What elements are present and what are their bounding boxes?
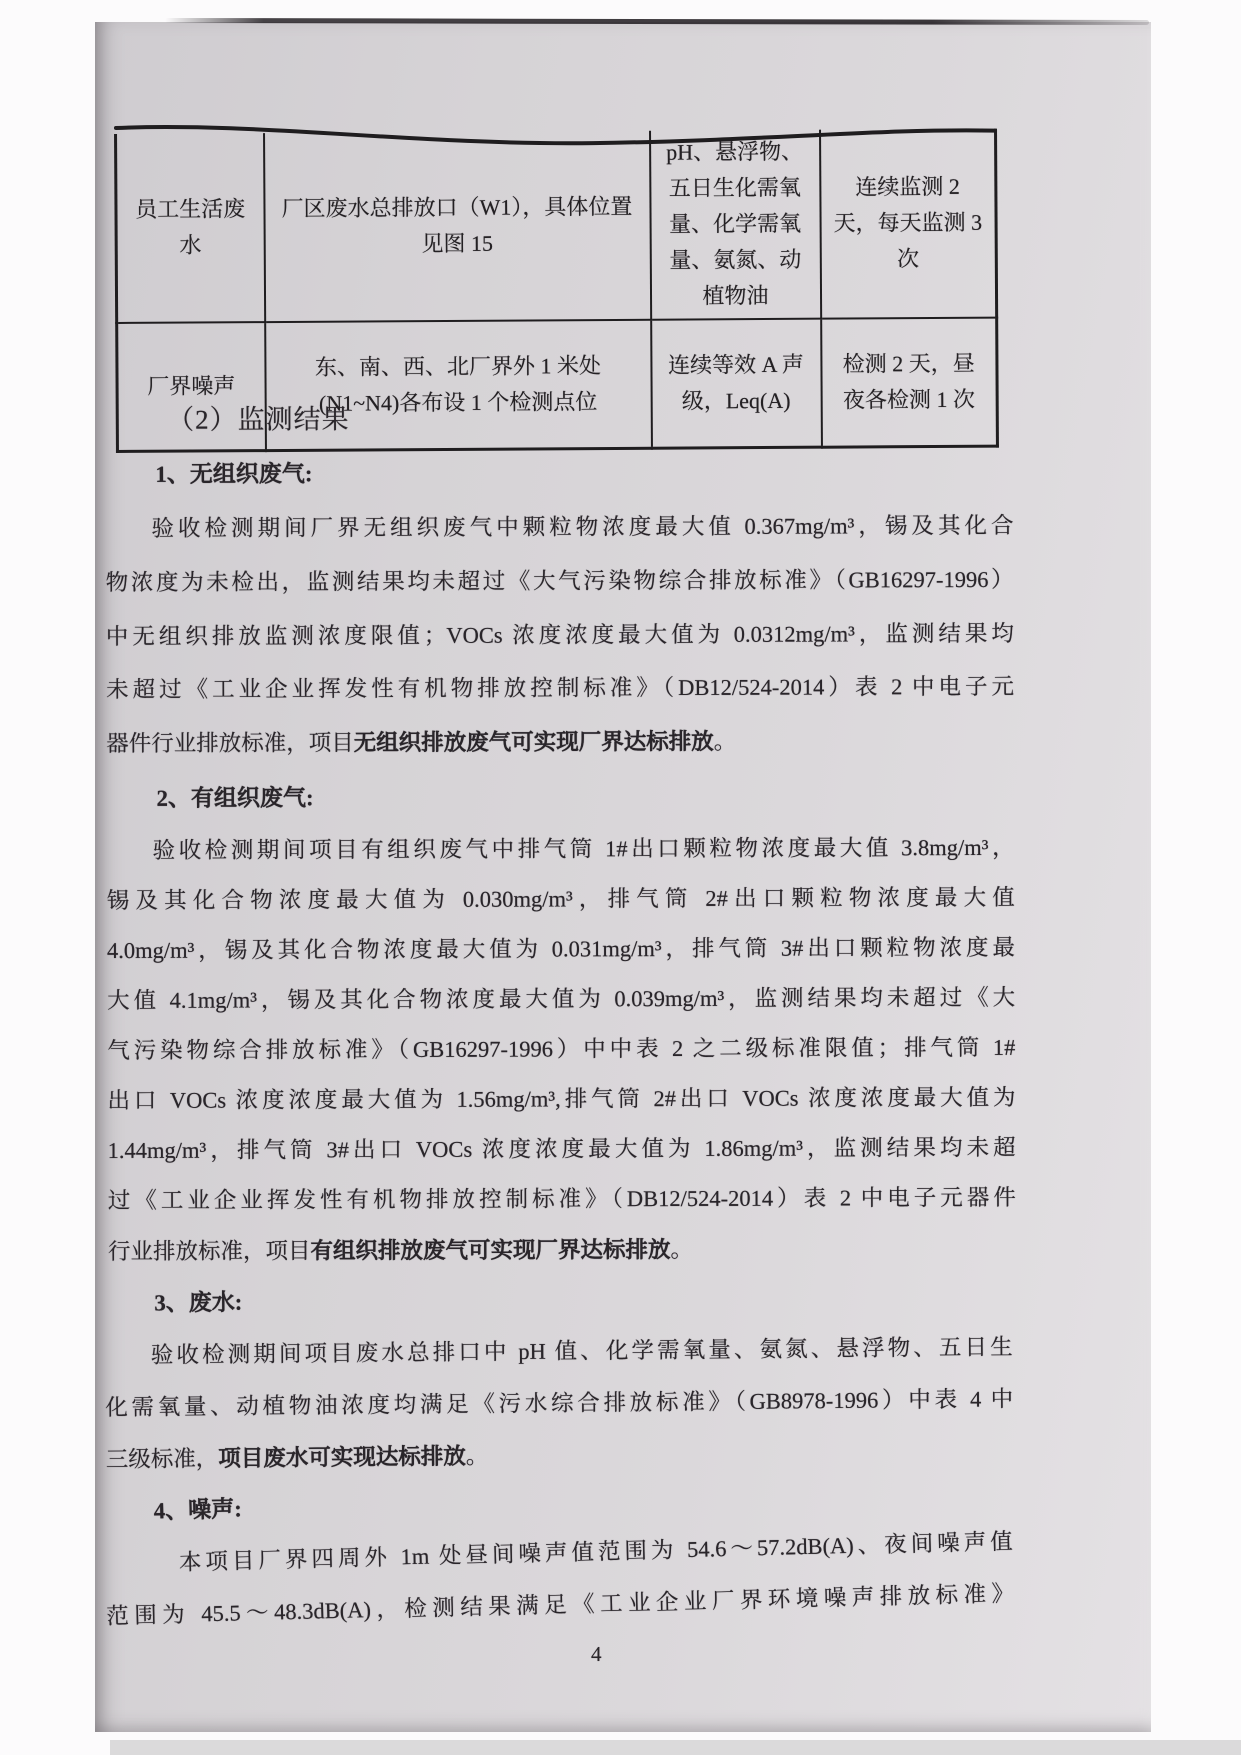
scan-bottom-shadow <box>110 1740 1241 1755</box>
plain-text: 行业排放标准，项目 <box>107 1238 311 1264</box>
para-line: 验收检测期间项目废水总排口中 pH 值、化学需氧量、氨氮、悬浮物、五日生 <box>150 1334 1013 1368</box>
para-line: 中无组织排放监测浓度限值；VOCs 浓度浓度最大值为 0.0312mg/m³，监测结果均 <box>105 620 1014 649</box>
table-cell-frequency: 连续监测 2 天，每天监测 3 次 <box>820 129 997 319</box>
table-cell-source: 员工生活废水 <box>116 133 265 323</box>
para-line: 1.44mg/m³，排气筒 3#出口 VOCs 浓度浓度最大值为 1.86mg/m³，监测结果均未超 <box>107 1134 1016 1163</box>
table-row <box>116 129 997 323</box>
para-line: 本项目厂界四周外 1m 处昼间噪声值范围为 54.6～57.2dB(A)、夜间噪声值 <box>178 1528 1014 1575</box>
subsection-title-3: 3、废水: <box>154 1289 243 1316</box>
para-line: 锡及其化合物浓度最大值为 0.030mg/m³，排气筒 2#出口颗粒物浓度最大值 <box>106 884 1015 913</box>
subsection-title-2: 2、有组织废气: <box>156 785 314 811</box>
emphasis-text: 无组织排放废气可实现厂界达标排放 <box>353 728 714 756</box>
para-line: 大值 4.1mg/m³，锡及其化合物浓度最大值为 0.039mg/m³，监测结果均未超过《大 <box>107 984 1016 1013</box>
plain-text: 。 <box>670 1236 694 1263</box>
plain-text: 。 <box>465 1443 489 1469</box>
document-body <box>105 392 1016 1642</box>
para-line: 未超过《工业企业挥发性有机物排放控制标准》（DB12/524-2014）表 2 中电子元 <box>105 673 1015 702</box>
para-line: 物浓度为未检出，监测结果均未超过《大气污染物综合排放标准》（GB16297-1996） <box>105 566 1014 595</box>
plain-text: 。 <box>713 728 737 754</box>
text-block <box>105 389 1016 1278</box>
para-line: 4.0mg/m³，锡及其化合物浓度最大值为 0.031mg/m³，排气筒 3#出口颗粒物浓度最 <box>106 934 1015 963</box>
plain-text: 三级标准， <box>105 1445 219 1472</box>
para-line: 验收检测期间项目有组织废气中排气筒 1#出口颗粒物浓度最大值 3.8mg/m³， <box>152 834 1015 863</box>
plain-text: 器件行业排放标准，项目 <box>106 730 354 756</box>
scanned-page <box>95 22 1151 1732</box>
para-line: 过《工业企业挥发性有机物排放控制标准》（DB12/524-2014）表 2 中电子元器件 <box>107 1184 1016 1213</box>
page-number: 4 <box>591 1642 602 1666</box>
text-block <box>103 1464 1015 1643</box>
subsection-title-4: 4、噪声: <box>153 1496 243 1524</box>
emphasis-text: 有组织排放废气可实现厂界达标排放 <box>310 1237 671 1264</box>
para-line: 范围为 45.5～48.3dB(A)，检测结果满足《工业企业厂界环境噪声排放标准》 <box>105 1580 1015 1629</box>
table-cell-parameters: 连续等效 A 声级，Leq(A) <box>651 319 822 448</box>
para-line: 化需氧量、动植物油浓度均满足《污水综合排放标准》（GB8978-1996）中表 4 中 <box>105 1386 1014 1420</box>
table-cell-frequency: 检测 2 天，昼夜各检测 1 次 <box>821 318 998 447</box>
table-cell-parameters: pH、悬浮物、五日生化需氧量、化学需氧量、氨氮、动植物油 <box>650 130 821 320</box>
section-heading: （2）监测结果 <box>167 404 350 435</box>
para-line: 气污染物综合排放标准》（GB16297-1996）中中表 2 之二级标准限值；排气筒 1# <box>107 1034 1016 1063</box>
para-line: 验收检测期间厂界无组织废气中颗粒物浓度最大值 0.367mg/m³，锡及其化合 <box>151 512 1014 541</box>
table-cell-location: 厂区废水总排放口（W1），具体位置见图 15 <box>264 131 651 322</box>
emphasis-text: 项目废水可实现达标排放 <box>218 1443 466 1471</box>
para-line <box>106 713 1014 772</box>
subsection-title-1: 1、无组织废气: <box>155 461 313 487</box>
para-line: 出口 VOCs 浓度浓度最大值为 1.56mg/m³,排气筒 2#出口 VOCs 浓度浓度最大值为 <box>107 1084 1016 1113</box>
table-cell-location: 东、南、西、北厂界外 1 米处(N1~N4)各布设 1 个检测点位 <box>265 320 652 450</box>
text-block <box>104 1269 1014 1486</box>
table-cell-source: 厂界噪声 <box>117 322 266 451</box>
